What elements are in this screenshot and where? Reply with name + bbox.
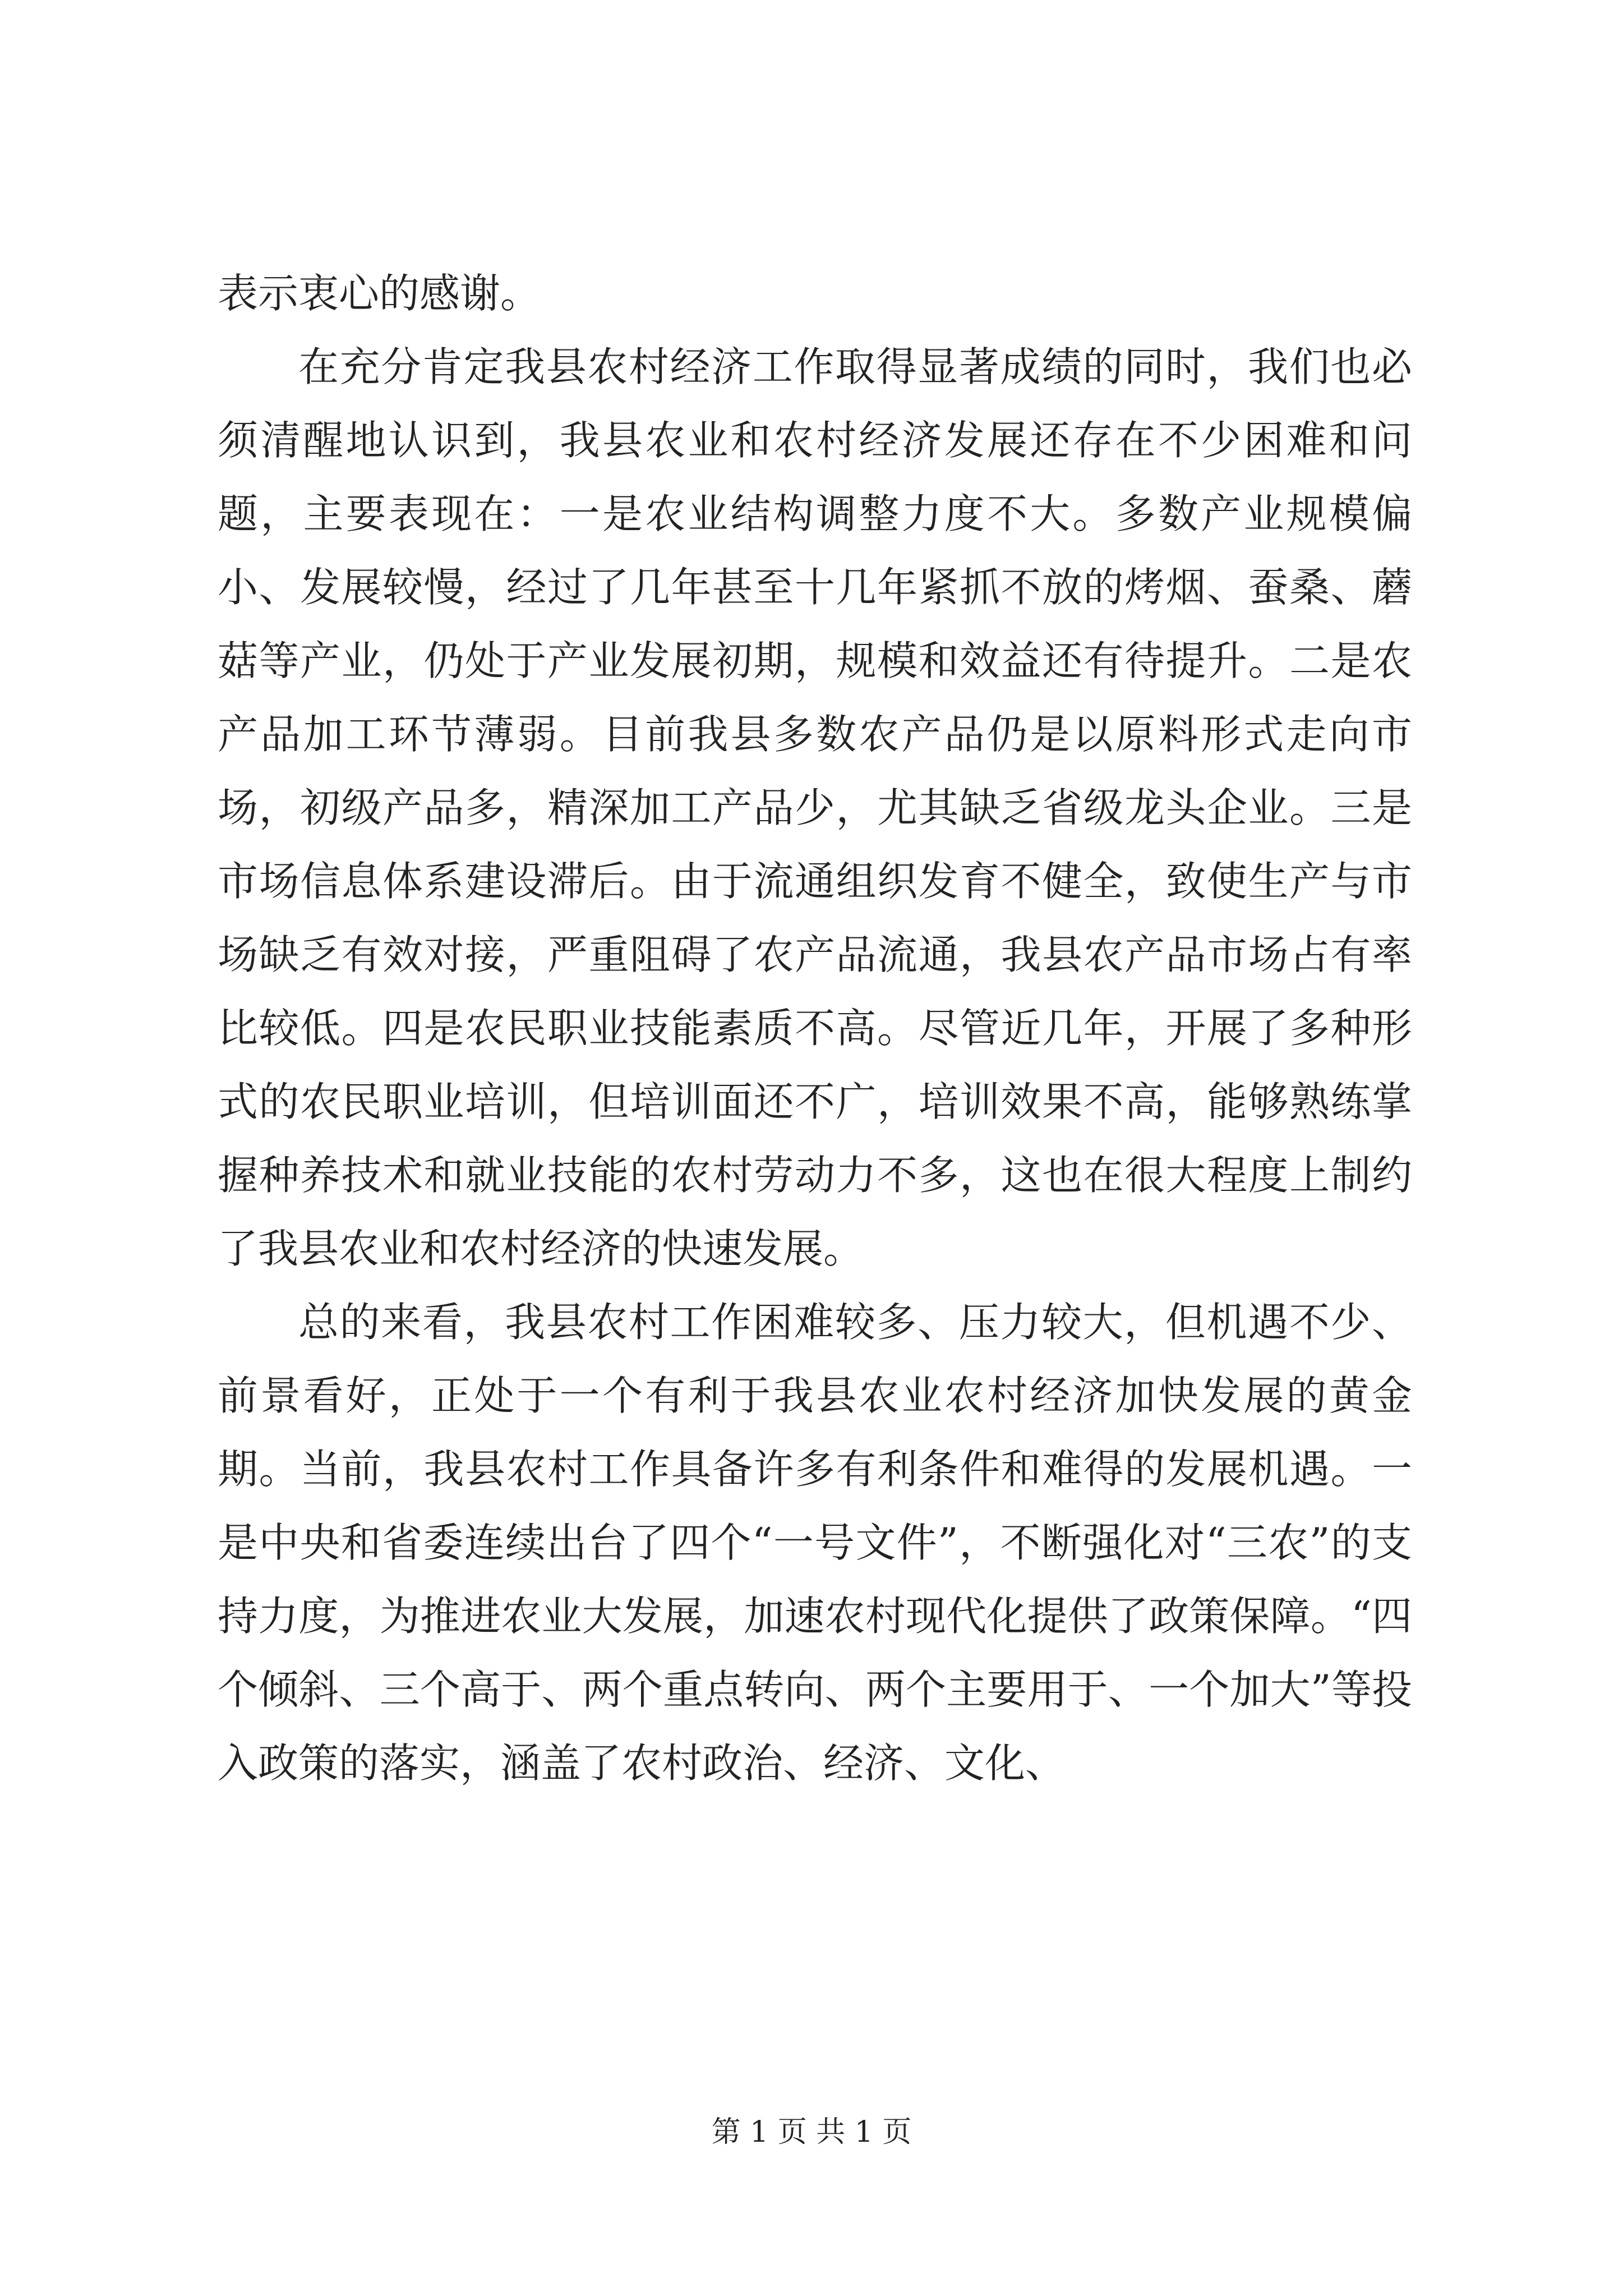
paragraph-3: 总的来看，我县农村工作困难较多、压力较大，但机遇不少、前景看好，正处于一个有利于我县农业农村经济加快发展的黄金期。当前，我县农村工作具备许多有利条件和难得的发展机遇。一是中央和省委连续出台了四个“一号文件”，不断强化对“三农”的支持力度，为推进农业大发展，加速农村现代化提供了政策保障。“四个倾斜、三个高于、两个重点转向、两个主要用于、一个加大”等投入政策的落实，涵盖了农村政治、经济、文化、 bbox=[218, 1299, 1412, 1787]
paragraph-1: 表示衷心的感谢。 bbox=[218, 270, 541, 317]
paragraph-2: 在充分肯定我县农村经济工作取得显著成绩的同时，我们也必须清醒地认识到，我县农业和农村经济发展还存在不少困难和问题，主要表现在：一是农业结构调整力度不大。多数产业规模偏小、发展较慢，经过了几年甚至十几年紧抓不放的烤烟、蚕桑、蘑菇等产业，仍处于产业发展初期，规模和效益还有待提升。二是农产品加工环节薄弱。目前我县多数农产品仍是以原料形式走向市场，初级产品多，精深加工产品少，尤其缺乏省级龙头企业。三是市场信息体系建设滞后。由于流通组织发育不健全，致使生产与市场缺乏有效对接，严重阻碍了农产品流通，我县农产品市场占有率比较低。四是农民职业技能素质不高。尽管近几年，开展了多种形式的农民职业培训，但培训面还不广，培训效果不高，能够熟练掌握种养技术和就业技能的农村劳动力不多，这也在很大程度上制约了我县农业和农村经济的快速发展。 bbox=[218, 343, 1412, 1272]
page-footer: 第 1 页 共 1 页 bbox=[711, 2115, 912, 2149]
document-body bbox=[218, 257, 1412, 1800]
